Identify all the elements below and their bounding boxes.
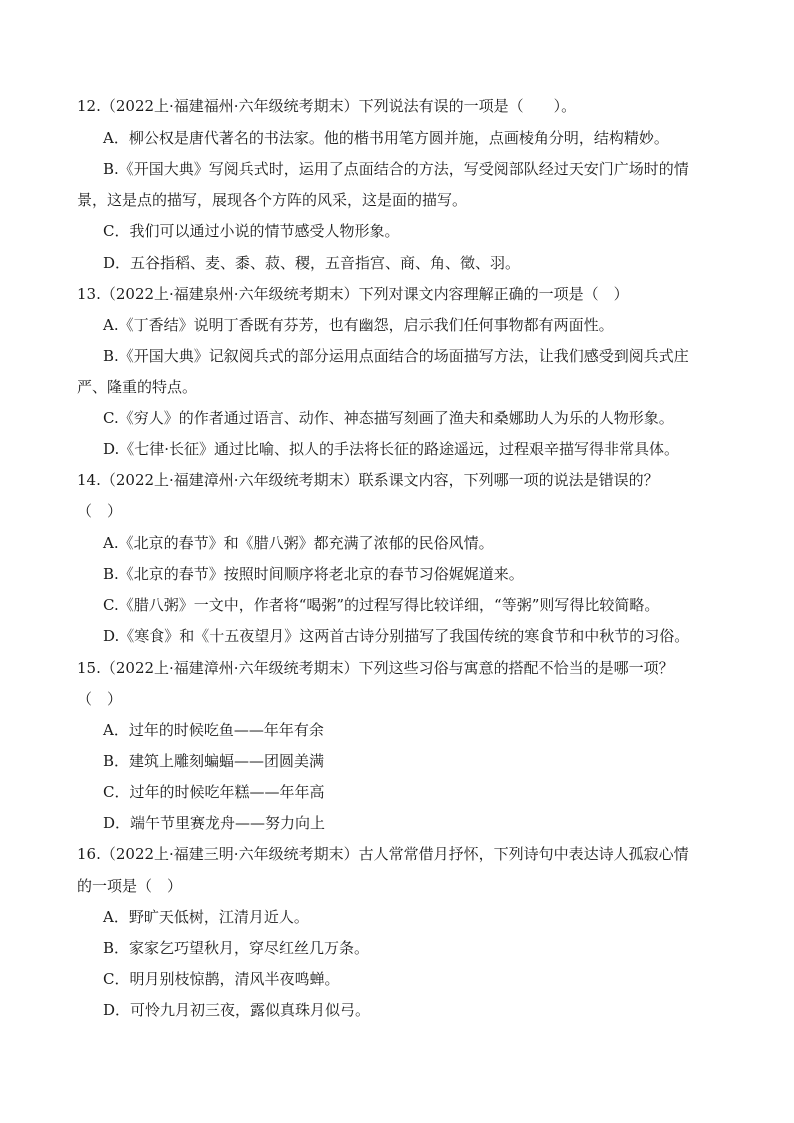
answer-option: D．端午节里赛龙舟——努力向上 <box>103 814 326 832</box>
answer-option: B．建筑上雕刻蝙蝠——团圆美满 <box>103 752 325 770</box>
answer-option: B.《开国大典》记叙阅兵式的部分运用点面结合的场面描写方法，让我们感受到阅兵式庄 <box>103 347 689 365</box>
question-stem-continuation: 的一项是（ ） <box>77 877 183 895</box>
answer-option-continuation: 严、隆重的特点。 <box>77 378 198 396</box>
answer-option: B.《开国大典》写阅兵式时，运用了点面结合的方法，写受阅部队经过天安门广场时的情 <box>103 160 689 178</box>
answer-option: B.《北京的春节》按照时间顺序将老北京的春节习俗娓娓道来。 <box>103 565 524 583</box>
answer-option: C.《穷人》的作者通过语言、动作、神态描写刻画了渔夫和桑娜助人为乐的人物形象。 <box>103 409 674 427</box>
answer-option: A.《北京的春节》和《腊八粥》都充满了浓郁的民俗风情。 <box>103 534 494 552</box>
answer-option: D．五谷指稻、麦、黍、菽、稷，五音指宫、商、角、徵、羽。 <box>103 254 521 272</box>
answer-option: D．可怜九月初三夜，露似真珠月似弓。 <box>103 1001 371 1019</box>
answer-option: A.《丁香结》说明丁香既有芬芳，也有幽怨，启示我们任何事物都有两面性。 <box>103 316 614 334</box>
answer-option: C.《腊八粥》一文中，作者将“喝粥”的过程写得比较详细，“等粥”则写得比较简略。 <box>103 596 660 614</box>
answer-option: D.《寒食》和《十五夜望月》这两首古诗分别描写了我国传统的寒食节和中秋节的习俗。 <box>103 627 690 645</box>
question-stem: 15.（2022上·福建漳州·六年级统考期末）下列这些习俗与寓意的搭配不恰当的是哪一项？ <box>77 659 674 677</box>
answer-option: A．柳公权是唐代著名的书法家。他的楷书用笔方圆并施，点画棱角分明，结构精妙。 <box>103 129 669 147</box>
question-stem-continuation: （ ） <box>77 502 123 520</box>
answer-option: C．明月别枝惊鹊，清风半夜鸣蝉。 <box>103 970 340 988</box>
answer-option: C．过年的时候吃年糕——年年高 <box>103 783 325 801</box>
question-stem: 13.（2022上·福建泉州·六年级统考期末）下列对课文内容理解正确的一项是（ ） <box>77 285 629 303</box>
question-stem-continuation: （ ） <box>77 690 123 708</box>
answer-option: D.《七律·长征》通过比喻、拟人的手法将长征的路途遥远，过程艰辛描写得非常具体。 <box>103 440 680 458</box>
answer-option: A．野旷天低树，江清月近人。 <box>103 908 309 926</box>
answer-option: A．过年的时候吃鱼——年年有余 <box>103 721 324 739</box>
question-stem: 14.（2022上·福建漳州·六年级统考期末）联系课文内容，下列哪一项的说法是错误的？ <box>77 471 659 489</box>
question-stem: 16.（2022上·福建三明·六年级统考期末）古人常常借月抒怀，下列诗句中表达诗人孤寂心情 <box>77 845 689 863</box>
answer-option: B．家家乞巧望秋月，穿尽红丝几万条。 <box>103 939 370 957</box>
answer-option-continuation: 景，这是点的描写，展现各个方阵的风采，这是面的描写。 <box>77 191 468 209</box>
question-stem: 12.（2022上·福建福州·六年级统考期末）下列说法有误的一项是（ ）。 <box>77 97 577 115</box>
answer-option: C．我们可以通过小说的情节感受人物形象。 <box>103 222 400 240</box>
